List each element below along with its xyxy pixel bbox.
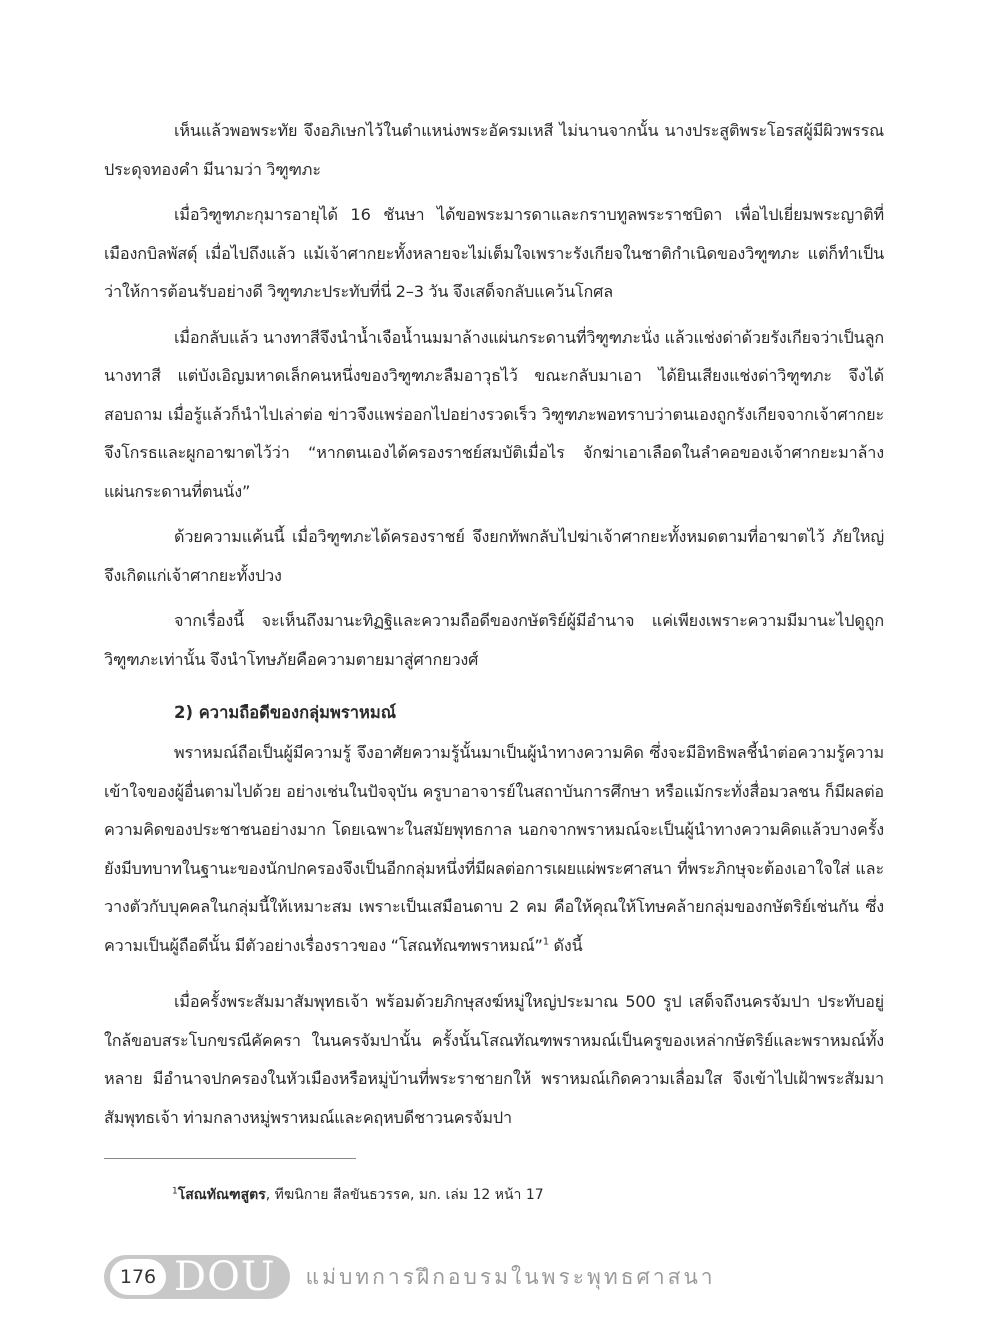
brand-logo: DOU [174,1254,276,1300]
footnote-marker: 1 [172,1186,178,1197]
paragraph-4: ด้วยความแค้นนี้ เมื่อวิฑูฑภะได้ครองราชย์ จึงยกทัพกลับไปฆ่าเจ้าศากยะทั้งหมดตามที่อาฆาตไว้ ภัยใหญ่จึงเกิดแก่เจ้าศากยะทั้งปวง [104,527,884,585]
paragraph-6 [104,734,884,965]
series-title: แม่บทการฝึกอบรมในพระพุทธศาสนา [305,1264,716,1289]
page-number: 176 [110,1259,166,1295]
footnote-divider [104,1158,356,1159]
footnote-title: โสณทัณฑสูตร [177,1187,266,1203]
page-badge [104,1255,290,1299]
body-text [104,112,884,1144]
paragraph-2: เมื่อวิฑูฑภะกุมารอายุได้ 16 ชันษา ได้ขอพระมารดาและกราบทูลพระราชบิดา เพื่อไปเยี่ยมพระญาติที่เมืองกบิลพัสดุ์ เมื่อไปถึงแล้ว แม้เจ้าศากยะทั้งหลายจะไม่เต็มใจเพราะรังเกียจในชาติกำเนิดของวิฑูฑภะ แต่ก็ทำเป็นว่าให้การต้อนรับอย่างดี วิฑูฑภะประทับที่นี่ 2–3 วัน จึงเสด็จกลับแคว้นโกศล [104,205,884,301]
paragraph-7: เมื่อครั้งพระสัมมาสัมพุทธเจ้า พร้อมด้วยภิกษุสงฆ์หมู่ใหญ่ประมาณ 500 รูป เสด็จถึงนครจัมปา ประทับอยู่ใกล้ขอบสระโบกขรณีคัคครา ในนครจัมปานั้น ครั้งนั้นโสณทัณฑพราหมณ์เป็นครูของเหล่ากษัตริย์และพราหมณ์ทั้งหลาย มีอำนาจปกครองในหัวเมืองหรือหมู่บ้านที่พระราชายกให้ พราหมณ์เกิดความเลื่อมใส จึงเข้าไปเฝ้าพระสัมมาสัมพุทธเจ้า ท่ามกลางหมู่พราหมณ์และคฤหบดีชาวนครจัมปา [104,992,884,1127]
paragraph-1: เห็นแล้วพอพระทัย จึงอภิเษกไว้ในตำแหน่งพระอัครมเหสี ไม่นานจากนั้น นางประสูติพระโอรสผู้มีผิวพรรณประดุจทองคำ มีนามว่า วิฑูฑภะ [104,121,884,179]
paragraph-6-quote: “โสณทัณฑพราหมณ์” [390,935,543,955]
footnote-reference[interactable]: 1 [542,936,550,948]
paragraph-6-text: พราหมณ์ถือเป็นผู้มีความรู้ จึงอาศัยความรู้นั้นมาเป็นผู้นำทางความคิด ซึ่งจะมีอิทธิพลชี้นำต่อความรู้ความเข้าใจของผู้อื่นตามไปด้วย อย่างเช่นในปัจจุบัน ครูบาอาจารย์ในสถาบันการศึกษา หรือแม้กระทั่งสื่อมวลชน ก็มีผลต่อความคิดของประชาชนอย่างมาก โดยเฉพาะในสมัยพุทธกาล นอกจากพราหมณ์จะเป็นผู้นำทางความคิดแล้วบางครั้งยังมีบทบาทในฐานะของนักปกครองจึงเป็นอีกกลุ่มหนึ่งที่มีผลต่อการเผยแผ่พระศาสนา ที่พระภิกษุจะต้องเอาใจใส่ และวางตัวกับบุคคลในกลุ่มนี้ให้เหมาะสม เพราะเป็นเสมือนดาบ 2 คม คือให้คุณให้โทษคล้ายกลุ่มของกษัตริย์เช่นกัน ซึ่งความเป็นผู้ถือดีนั้น มีตัวอย่างเรื่องราวของ [104,743,884,955]
page-footer [104,1253,716,1301]
paragraph-5: จากเรื่องนี้ จะเห็นถึงมานะทิฏฐิและความถือดีของกษัตริย์ผู้มีอำนาจ แค่เพียงเพราะความมีมานะไปดูถูกวิฑูฑภะเท่านั้น จึงนำโทษภัยคือความตายมาสู่ศากยวงศ์ [104,611,884,669]
paragraph-3: เมื่อกลับแล้ว นางทาสีจึงนำน้ำเจือน้ำนมมาล้างแผ่นกระดานที่วิฑูฑภะนั่ง แล้วแช่งด่าด้วยรังเกียจว่าเป็นลูกนางทาสี แต่บังเอิญมหาดเล็กคนหนึ่งของวิฑูฑภะลืมอาวุธไว้ ขณะกลับมาเอา ได้ยินเสียงแช่งด่าวิฑูฑภะ จึงได้สอบถาม เมื่อรู้แล้วก็นำไปเล่าต่อ ข่าวจึงแพร่ออกไปอย่างรวดเร็ว วิฑูฑภะพอทราบว่าตนเองถูกรังเกียจจากเจ้าศากยะ จึงโกรธและผูกอาฆาตไว้ว่า “หากตนเองได้ครองราชย์สมบัติเมื่อไร จักฆ่าเอาเลือดในลำคอของเจ้าศากยะมาล้างแผ่นกระดานที่ตนนั่ง” [104,327,884,501]
footnote [172,1184,544,1206]
section-heading: 2) ความถือดีของกลุ่มพราหมณ์ [174,703,397,722]
paragraph-6-end: ดังนี้ [549,935,583,955]
footnote-citation: , ทีฆนิกาย สีลขันธวรรค, มก. เล่ม 12 หน้า 17 [265,1187,544,1203]
